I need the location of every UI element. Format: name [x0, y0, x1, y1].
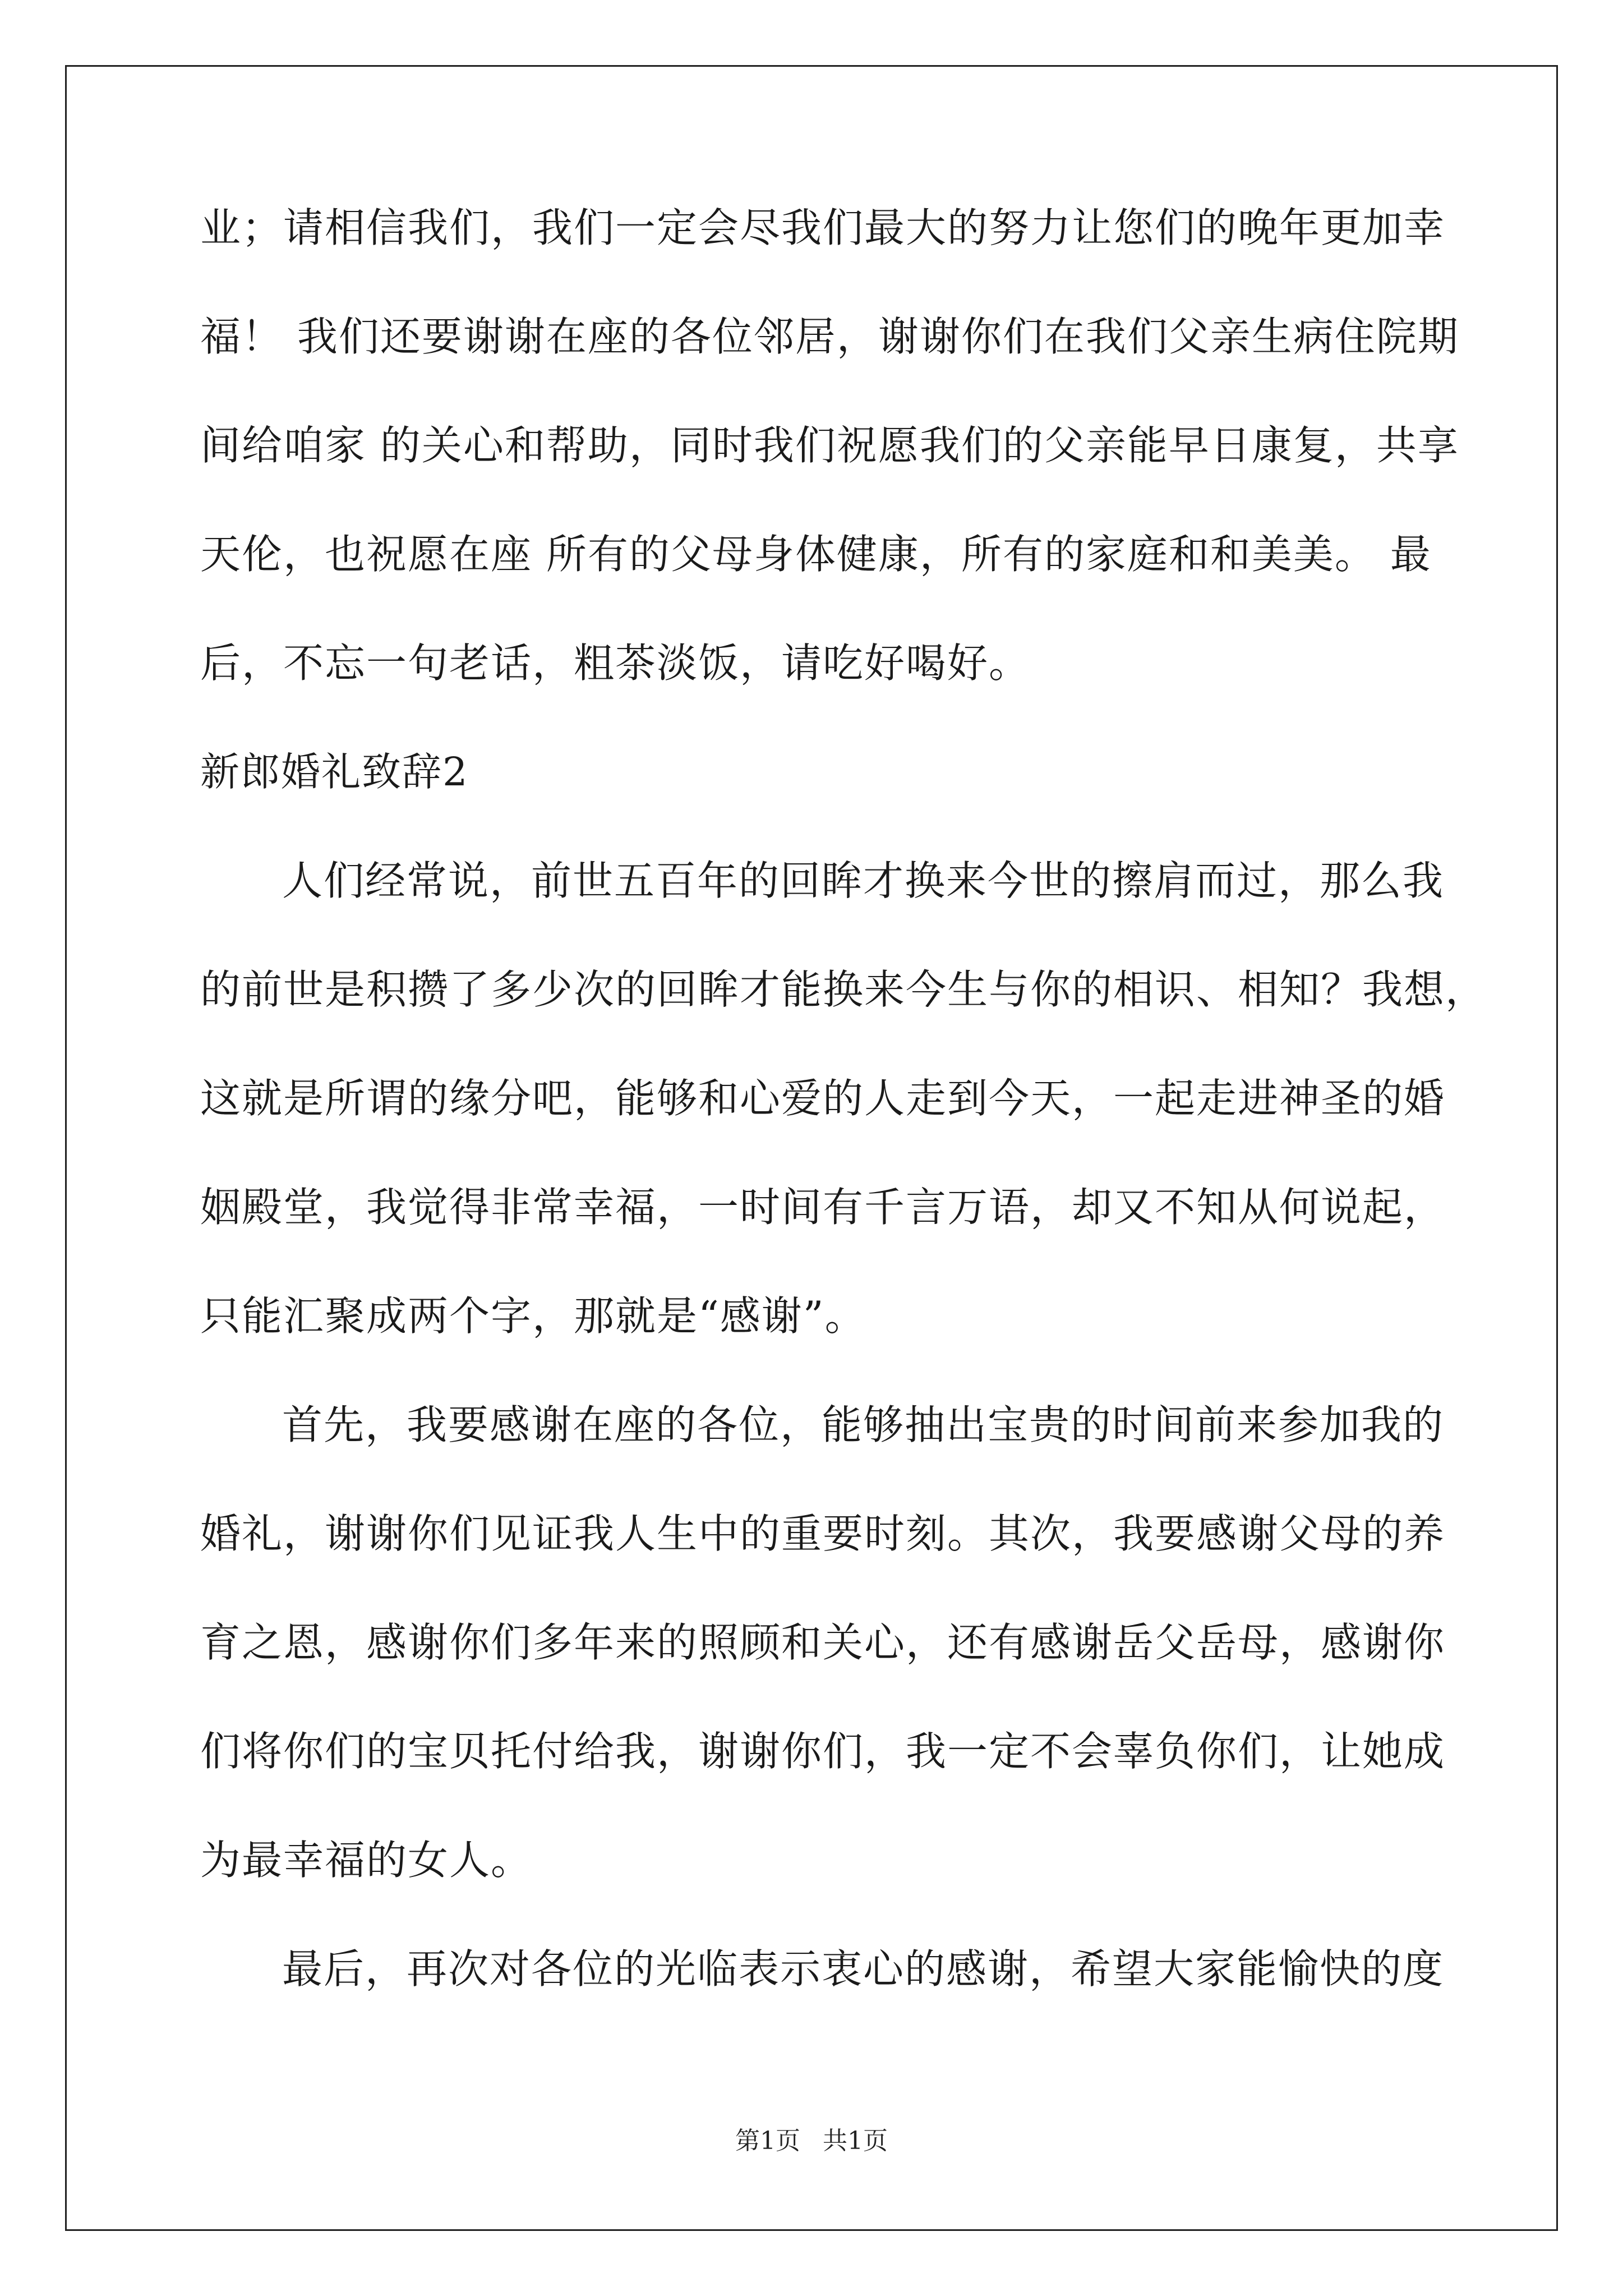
text-line: 为最幸福的女人。 [200, 1837, 533, 1884]
text-line: 业；请相信我们，我们一定会尽我们最大的努力让您们的晚年更加幸 [200, 204, 1446, 251]
text-line: 姻殿堂，我觉得非常幸福，一时间有千言万语，却又不知从何说起， [200, 1184, 1446, 1231]
text-line: 间给咱家 的关心和帮助，同时我们祝愿我们的父亲能早日康复，共享 [200, 422, 1459, 469]
page-number-current: 第1页 [735, 2127, 800, 2155]
text-line: 后，不忘一句老话，粗茶淡饭，请吃好喝好。 [200, 639, 1031, 687]
text-line: 们将你们的宝贝托付给我，谢谢你们，我一定不会辜负你们，让她成 [200, 1728, 1446, 1775]
text-line: 最后，再次对各位的光临表示衷心的感谢，希望大家能愉快的度 [282, 1945, 1445, 1993]
document-body [200, 204, 1487, 2058]
text-line: 福！ 我们还要谢谢在座的各位邻居，谢谢你们在我们父亲生病住院期 [200, 313, 1459, 360]
text-line: 婚礼，谢谢你们见证我人生中的重要时刻。其次，我要感谢父母的养 [200, 1510, 1446, 1557]
text-line: 人们经常说，前世五百年的回眸才换来今世的擦肩而过，那么我 [282, 857, 1445, 904]
text-line: 的前世是积攒了多少次的回眸才能换来今生与你的相识、相知？我想， [200, 966, 1487, 1013]
page-number-total: 共1页 [823, 2127, 888, 2155]
text-line: 只能汇聚成两个字，那就是“感谢”。 [200, 1292, 866, 1340]
text-line: 首先，我要感谢在座的各位，能够抽出宝贵的时间前来参加我的 [282, 1401, 1445, 1448]
section-heading: 新郎婚礼致辞2 [200, 749, 469, 795]
page-footer [0, 2129, 1623, 2154]
text-line: 天伦，也祝愿在座 所有的父母身体健康，所有的家庭和和美美。 最 [200, 531, 1432, 578]
text-line: 这就是所谓的缘分吧，能够和心爱的人走到今天，一起走进神圣的婚 [200, 1075, 1446, 1122]
text-line: 育之恩，感谢你们多年来的照顾和关心，还有感谢岳父岳母，感谢你 [200, 1619, 1446, 1666]
